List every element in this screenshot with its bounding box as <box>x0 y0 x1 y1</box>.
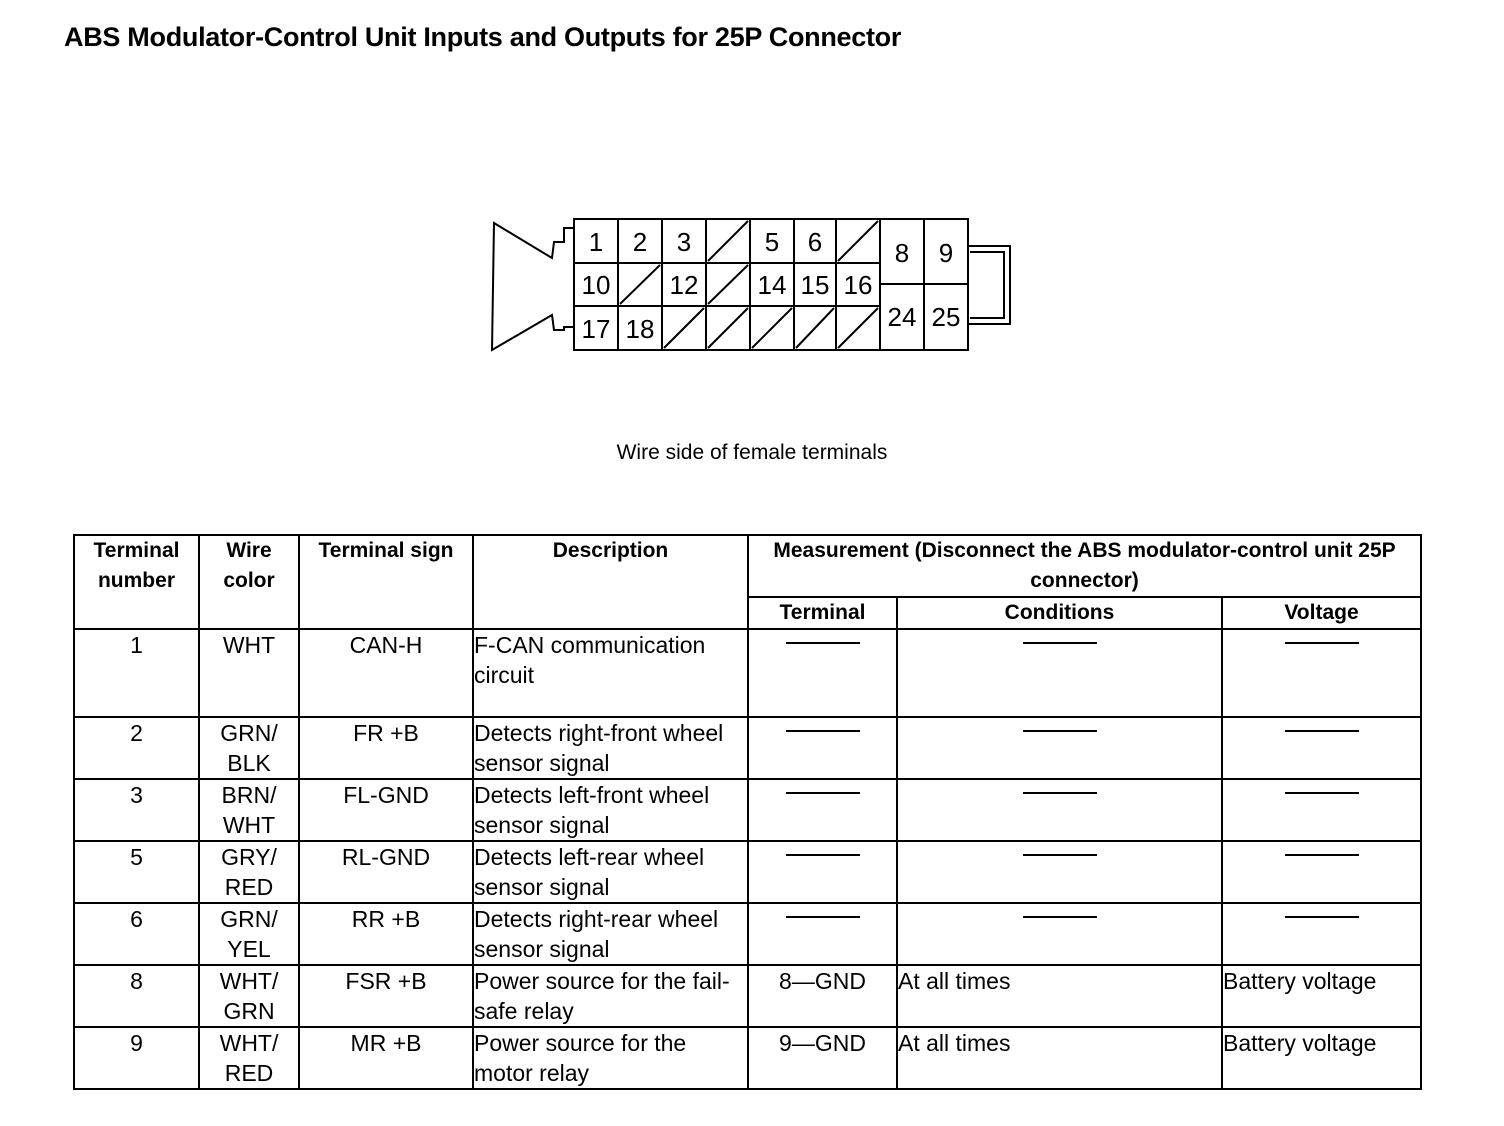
table-row <box>74 629 1421 717</box>
measurement-conditions <box>897 717 1222 779</box>
terminal-label: 1 <box>588 227 604 257</box>
blank-cavity <box>664 308 704 348</box>
dash-mark <box>1285 916 1359 918</box>
blank-cavity <box>708 265 748 304</box>
dash-mark <box>786 916 860 918</box>
terminal-label: 24 <box>887 302 917 332</box>
terminal-label: 5 <box>764 227 780 257</box>
measurement-terminal: 8—GND <box>748 965 897 1027</box>
header-voltage: Voltage <box>1222 597 1421 629</box>
terminal-sign: FR +B <box>299 717 473 779</box>
blank-cavity <box>708 221 748 261</box>
table-row <box>74 965 1421 1027</box>
terminal-label: 16 <box>843 270 873 300</box>
measurement-conditions <box>897 779 1222 841</box>
table-row <box>74 717 1421 779</box>
header-terminal: Terminal <box>748 597 897 629</box>
header-description: Description <box>473 535 748 629</box>
dash-mark <box>1023 730 1097 732</box>
diagram-caption: Wire side of female terminals <box>616 441 888 464</box>
dash-mark <box>1285 730 1359 732</box>
terminal-sign: MR +B <box>299 1027 473 1089</box>
blank-cavity <box>796 308 834 348</box>
terminal-label: 17 <box>581 314 611 344</box>
description: Detects left-front wheel sensor signal <box>473 779 748 841</box>
terminal-label: 2 <box>632 227 648 257</box>
dash-mark <box>786 642 860 644</box>
terminal-sign: CAN-H <box>299 629 473 717</box>
dash-mark <box>1285 642 1359 644</box>
blank-cavity <box>752 308 792 348</box>
header-terminal-sign: Terminal sign <box>299 535 473 629</box>
description: Detects right-rear wheel sensor signal <box>473 903 748 965</box>
measurement-terminal <box>748 717 897 779</box>
terminal-label: 10 <box>581 270 611 300</box>
table-row <box>74 841 1421 903</box>
measurement-voltage: Battery voltage <box>1222 1027 1421 1089</box>
dash-mark <box>786 730 860 732</box>
terminal-sign: FSR +B <box>299 965 473 1027</box>
dash-mark <box>786 854 860 856</box>
dash-mark <box>1023 792 1097 794</box>
terminal-number: 8 <box>74 965 199 1027</box>
measurement-voltage <box>1222 779 1421 841</box>
measurement-terminal <box>748 903 897 965</box>
terminal-sign: FL-GND <box>299 779 473 841</box>
blank-cavity <box>620 265 660 304</box>
connector-diagram <box>488 214 1018 360</box>
io-table <box>73 534 1422 1090</box>
dash-mark <box>1023 854 1097 856</box>
table-row <box>74 903 1421 965</box>
terminal-number: 1 <box>74 629 199 717</box>
description: Power source for the motor relay <box>473 1027 748 1089</box>
measurement-voltage <box>1222 841 1421 903</box>
measurement-voltage <box>1222 629 1421 717</box>
blank-cavity <box>708 308 748 348</box>
measurement-terminal <box>748 629 897 717</box>
dash-mark <box>1023 642 1097 644</box>
page-title: ABS Modulator-Control Unit Inputs and Outputs for 25P Connector <box>64 22 902 52</box>
terminal-label: 9 <box>938 238 954 268</box>
terminal-label: 14 <box>757 270 787 300</box>
description: Power source for the fail-safe relay <box>473 965 748 1027</box>
table-row <box>74 1027 1421 1089</box>
dash-mark <box>1285 792 1359 794</box>
measurement-terminal <box>748 841 897 903</box>
terminal-sign: RR +B <box>299 903 473 965</box>
header-measurement: Measurement (Disconnect the ABS modulator-control unit 25P connector) <box>748 535 1421 597</box>
measurement-conditions: At all times <box>897 1027 1222 1089</box>
terminal-number: 9 <box>74 1027 199 1089</box>
wire-color: WHT/ GRN <box>199 965 299 1027</box>
description: Detects left-rear wheel sensor signal <box>473 841 748 903</box>
wire-color: BRN/ WHT <box>199 779 299 841</box>
terminal-label: 6 <box>807 227 823 257</box>
connector-latch <box>492 223 574 350</box>
terminal-number: 2 <box>74 717 199 779</box>
terminal-label: 18 <box>625 314 655 344</box>
description: F-CAN communication circuit <box>473 629 748 717</box>
header-wire-color: Wire color <box>199 535 299 629</box>
wire-color: GRY/ RED <box>199 841 299 903</box>
measurement-voltage <box>1222 903 1421 965</box>
terminal-label: 8 <box>894 238 910 268</box>
table-row <box>74 779 1421 841</box>
terminal-label: 3 <box>676 227 692 257</box>
measurement-voltage <box>1222 717 1421 779</box>
dash-mark <box>786 792 860 794</box>
blank-cavity <box>838 221 878 261</box>
measurement-terminal: 9—GND <box>748 1027 897 1089</box>
terminal-number: 5 <box>74 841 199 903</box>
blank-cavity <box>838 308 878 348</box>
measurement-conditions <box>897 903 1222 965</box>
terminal-label: 12 <box>669 270 699 300</box>
wire-color: GRN/ YEL <box>199 903 299 965</box>
terminal-number: 3 <box>74 779 199 841</box>
measurement-terminal <box>748 779 897 841</box>
wire-color: WHT <box>199 629 299 717</box>
measurement-conditions <box>897 629 1222 717</box>
dash-mark <box>1285 854 1359 856</box>
measurement-conditions: At all times <box>897 965 1222 1027</box>
description: Detects right-front wheel sensor signal <box>473 717 748 779</box>
wire-color: GRN/ BLK <box>199 717 299 779</box>
measurement-conditions <box>897 841 1222 903</box>
terminal-number: 6 <box>74 903 199 965</box>
terminal-label: 25 <box>931 302 961 332</box>
measurement-voltage: Battery voltage <box>1222 965 1421 1027</box>
wire-color: WHT/ RED <box>199 1027 299 1089</box>
header-conditions: Conditions <box>897 597 1222 629</box>
dash-mark <box>1023 916 1097 918</box>
terminal-sign: RL-GND <box>299 841 473 903</box>
terminal-label: 15 <box>800 270 830 300</box>
header-terminal-number: Terminal number <box>74 535 199 629</box>
